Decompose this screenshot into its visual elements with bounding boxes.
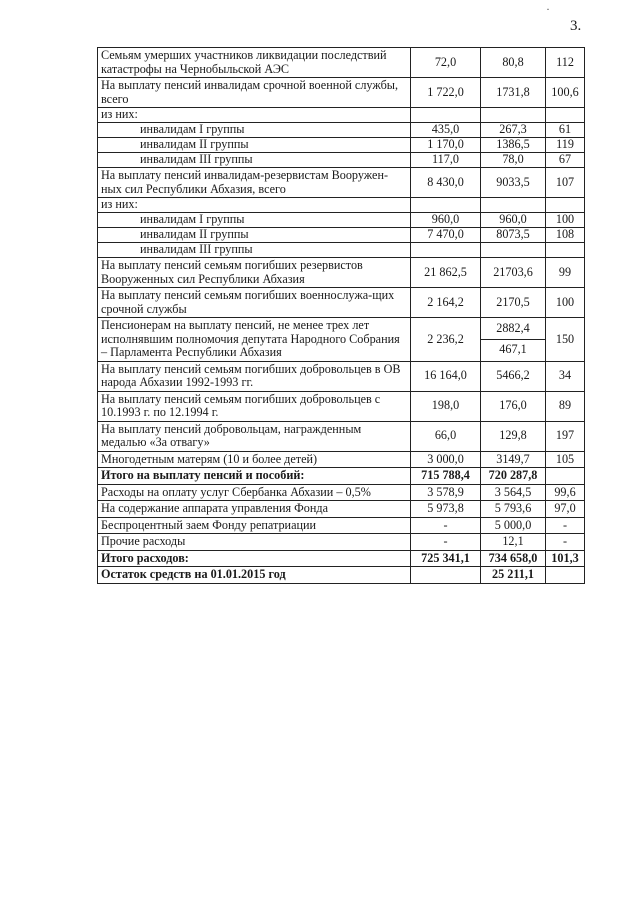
fact-value: 3149,7 xyxy=(481,451,546,468)
percent-value: 100 xyxy=(546,288,585,318)
table-row xyxy=(98,550,585,567)
plan-value: 16 164,0 xyxy=(411,361,481,391)
table-row xyxy=(98,168,585,198)
row-label: инвалидам I группы xyxy=(98,123,411,138)
percent-value: 197 xyxy=(546,421,585,451)
fact-value: 2882,4 xyxy=(481,318,546,340)
percent-value xyxy=(546,198,585,213)
table-row xyxy=(98,48,585,78)
plan-value xyxy=(411,108,481,123)
fact-value: 5 000,0 xyxy=(481,517,546,534)
percent-value: 99,6 xyxy=(546,484,585,501)
table-row xyxy=(98,421,585,451)
percent-value: 34 xyxy=(546,361,585,391)
row-label: Итого расходов: xyxy=(98,550,411,567)
fact-value: 12,1 xyxy=(481,534,546,551)
row-label: Прочие расходы xyxy=(98,534,411,551)
fact-value: 8073,5 xyxy=(481,228,546,243)
percent-value: 61 xyxy=(546,123,585,138)
plan-value: 198,0 xyxy=(411,391,481,421)
row-label: На содержание аппарата управления Фонда xyxy=(98,501,411,518)
table-row xyxy=(98,213,585,228)
plan-value xyxy=(411,243,481,258)
row-label: Расходы на оплату услуг Сбербанка Абхазии – 0,5% xyxy=(98,484,411,501)
table-row xyxy=(98,567,585,584)
percent-value xyxy=(546,468,585,485)
table-row xyxy=(98,391,585,421)
percent-value: 97,0 xyxy=(546,501,585,518)
row-label: Пенсионерам на выплату пенсий, не менее трех лет исполнявшим полномочия депутата Народного Собрания – Парламента Республики Абхазия xyxy=(98,318,411,362)
percent-value: 89 xyxy=(546,391,585,421)
percent-value: - xyxy=(546,534,585,551)
percent-value: 99 xyxy=(546,258,585,288)
plan-value: 435,0 xyxy=(411,123,481,138)
plan-value: 2 164,2 xyxy=(411,288,481,318)
row-label: Многодетным матерям (10 и более детей) xyxy=(98,451,411,468)
table-row xyxy=(98,451,585,468)
fact-value: 5466,2 xyxy=(481,361,546,391)
percent-value: 107 xyxy=(546,168,585,198)
fact-value xyxy=(481,243,546,258)
table-row xyxy=(98,501,585,518)
table-row xyxy=(98,228,585,243)
row-label: инвалидам III группы xyxy=(98,243,411,258)
fact-value: 960,0 xyxy=(481,213,546,228)
row-label: На выплату пенсий семьям погибших военнослужа-щих срочной службы xyxy=(98,288,411,318)
percent-value: 67 xyxy=(546,153,585,168)
percent-value: 105 xyxy=(546,451,585,468)
fact-value: 78,0 xyxy=(481,153,546,168)
percent-value: 108 xyxy=(546,228,585,243)
table-row xyxy=(98,534,585,551)
page-number: 3. xyxy=(570,18,582,34)
fact-value: 467,1 xyxy=(481,339,546,361)
fact-value: 80,8 xyxy=(481,48,546,78)
fact-value: 25 211,1 xyxy=(481,567,546,584)
percent-value: - xyxy=(546,517,585,534)
row-label: На выплату пенсий добровольцам, награжденным медалью «За отвагу» xyxy=(98,421,411,451)
budget-table xyxy=(97,47,585,584)
fact-value: 129,8 xyxy=(481,421,546,451)
plan-value: 8 430,0 xyxy=(411,168,481,198)
fact-value: 267,3 xyxy=(481,123,546,138)
row-label: из них: xyxy=(98,198,411,213)
table-row xyxy=(98,288,585,318)
row-label: На выплату пенсий семьям погибших добровольцев с 10.1993 г. по 12.1994 г. xyxy=(98,391,411,421)
table-row xyxy=(98,138,585,153)
fact-value: 1731,8 xyxy=(481,78,546,108)
table-row xyxy=(98,484,585,501)
fact-value: 3 564,5 xyxy=(481,484,546,501)
fact-value: 720 287,8 xyxy=(481,468,546,485)
plan-value xyxy=(411,198,481,213)
table-row xyxy=(98,108,585,123)
fact-value: 9033,5 xyxy=(481,168,546,198)
percent-value xyxy=(546,108,585,123)
plan-value: - xyxy=(411,517,481,534)
plan-value xyxy=(411,567,481,584)
percent-value xyxy=(546,567,585,584)
page-dot: · xyxy=(546,2,550,16)
plan-value: 5 973,8 xyxy=(411,501,481,518)
table-row xyxy=(98,361,585,391)
row-label: Семьям умерших участников ликвидации последствий катастрофы на Чернобыльской АЭС xyxy=(98,48,411,78)
row-label: На выплату пенсий семьям погибших резервистов Вооруженных сил Республики Абхазия xyxy=(98,258,411,288)
plan-value: 7 470,0 xyxy=(411,228,481,243)
table-row xyxy=(98,468,585,485)
plan-value: 66,0 xyxy=(411,421,481,451)
row-label: инвалидам I группы xyxy=(98,213,411,228)
table-row xyxy=(98,198,585,213)
fact-value: 176,0 xyxy=(481,391,546,421)
fact-value: 1386,5 xyxy=(481,138,546,153)
plan-value: 1 722,0 xyxy=(411,78,481,108)
plan-value: 725 341,1 xyxy=(411,550,481,567)
row-label: инвалидам II группы xyxy=(98,228,411,243)
percent-value: 119 xyxy=(546,138,585,153)
fact-value: 2170,5 xyxy=(481,288,546,318)
row-label: инвалидам III группы xyxy=(98,153,411,168)
table-row xyxy=(98,243,585,258)
percent-value: 100,6 xyxy=(546,78,585,108)
percent-value xyxy=(546,243,585,258)
row-label: На выплату пенсий инвалидам срочной военной службы, всего xyxy=(98,78,411,108)
plan-value: 21 862,5 xyxy=(411,258,481,288)
plan-value: 2 236,2 xyxy=(411,318,481,362)
plan-value: - xyxy=(411,534,481,551)
fact-value xyxy=(481,198,546,213)
percent-value: 150 xyxy=(546,318,585,362)
table-row xyxy=(98,318,585,340)
row-label: На выплату пенсий семьям погибших добровольцев в ОВ народа Абхазии 1992-1993 гг. xyxy=(98,361,411,391)
row-label: инвалидам II группы xyxy=(98,138,411,153)
row-label: На выплату пенсий инвалидам-резервистам Вооружен-ных сил Республики Абхазия, всего xyxy=(98,168,411,198)
row-label: Итого на выплату пенсий и пособий: xyxy=(98,468,411,485)
table-row xyxy=(98,78,585,108)
plan-value: 715 788,4 xyxy=(411,468,481,485)
table-row xyxy=(98,123,585,138)
row-label: Остаток средств на 01.01.2015 год xyxy=(98,567,411,584)
table-row xyxy=(98,258,585,288)
row-label: из них: xyxy=(98,108,411,123)
percent-value: 101,3 xyxy=(546,550,585,567)
table-row xyxy=(98,153,585,168)
fact-value: 21703,6 xyxy=(481,258,546,288)
plan-value: 3 578,9 xyxy=(411,484,481,501)
table-row xyxy=(98,517,585,534)
fact-value xyxy=(481,108,546,123)
plan-value: 117,0 xyxy=(411,153,481,168)
plan-value: 960,0 xyxy=(411,213,481,228)
plan-value: 1 170,0 xyxy=(411,138,481,153)
fact-value: 734 658,0 xyxy=(481,550,546,567)
row-label: Беспроцентный заем Фонду репатриации xyxy=(98,517,411,534)
percent-value: 112 xyxy=(546,48,585,78)
fact-value: 5 793,6 xyxy=(481,501,546,518)
plan-value: 72,0 xyxy=(411,48,481,78)
percent-value: 100 xyxy=(546,213,585,228)
plan-value: 3 000,0 xyxy=(411,451,481,468)
